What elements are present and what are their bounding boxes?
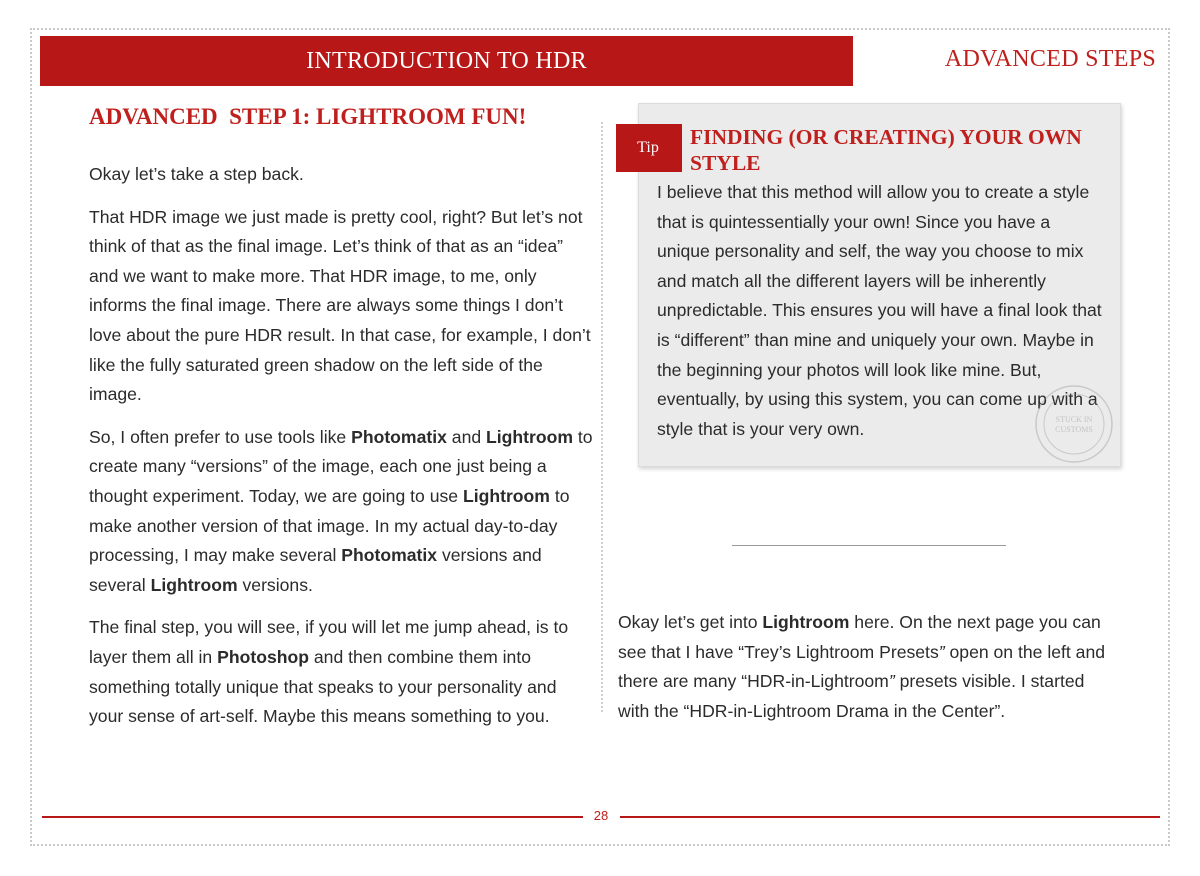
paragraph-2: That HDR image we just made is pretty cool, right? But let’s not think of that as the final image. Let’s think of that as an “idea” and we want to make more. That HDR image, to me, only informs the final image. There are always some things I don’t love about the pure HDR result. In that case, for example, I don’t like the fully saturated green shadow on the left side of the image. [89,206,591,405]
section-label: ADVANCED STEPS [944,46,1156,72]
tip-body: I believe that this method will allow you to create a style that is quintessentially your own! Since you have a unique personality and self, the way you choose to mix and match all the different layers will be inherently unpredictable. This ensures you will have a final look that is “different” than mine and uniquely your own. Maybe in the beginning your photos will look like mine. But, eventually, by using this system, you can come up with a style that is your very own. [657,182,1102,439]
text-run: to create many “versions” of the image, each one just being a thought experiment. Today, we are going to use [89,426,593,506]
bold-term: Photomatix [351,426,447,447]
bold-term: Lightroom [486,426,574,447]
text-run: The final step, you will see, if you will let me jump ahead, is to layer them all in [89,617,569,667]
text-run: versions. [237,574,313,595]
section-separator [732,545,1006,546]
bold-term: Photomatix [341,545,438,566]
text-run: versions and several [89,545,542,595]
stamp-text-2: CUSTOMS [1055,425,1093,434]
header-band [40,36,853,86]
paragraph-4 [89,613,594,731]
step-heading: ADVANCED STEP 1: LIGHTROOM FUN! [89,104,527,129]
text-run: So, I often prefer to use tools like [89,426,352,447]
bold-term: Lightroom [762,612,850,632]
text-run: and [446,426,487,447]
left-column [89,104,594,745]
stamp-text-1: STUCK IN [1055,415,1093,424]
bold-term: Photoshop [217,646,309,667]
paragraph-3 [89,423,594,601]
paragraph-1: Okay let’s take a step back. [89,164,304,184]
tip-title: FINDING (OR CREATING) YOUR OWN STYLE [690,125,1082,175]
text-run: and then combine them into something totally unique that speaks to your personality and your sense of art-self. Maybe this means something to you. [89,646,557,727]
italic-quote: ” [888,671,895,692]
bold-term: Lightroom [150,574,238,595]
italic-quote: ” [938,641,945,662]
text-run: here. On the next page you can see that I have “Trey’s Lightroom Presets [618,612,1101,662]
footer-rule-left [42,816,583,818]
text-run: presets visible. I started with the “HDR-in-Lightroom Drama in the Center”. [618,671,1085,721]
stamp-watermark-icon [1032,382,1116,466]
tip-badge: Tip [616,124,682,172]
text-run: Okay let’s get into [618,612,763,632]
footer-rule-right [620,816,1160,818]
chapter-title: INTRODUCTION TO HDR [306,47,587,74]
right-paragraph [618,608,1118,726]
text-run: to make another version of that image. In my actual day-to-day processing, I may make several [89,485,570,566]
column-divider [601,122,603,712]
bold-term: Lightroom [462,485,550,506]
page-number: 28 [593,808,609,823]
text-run: open on the left and there are many “HDR-in-Lightroom [618,641,1106,692]
